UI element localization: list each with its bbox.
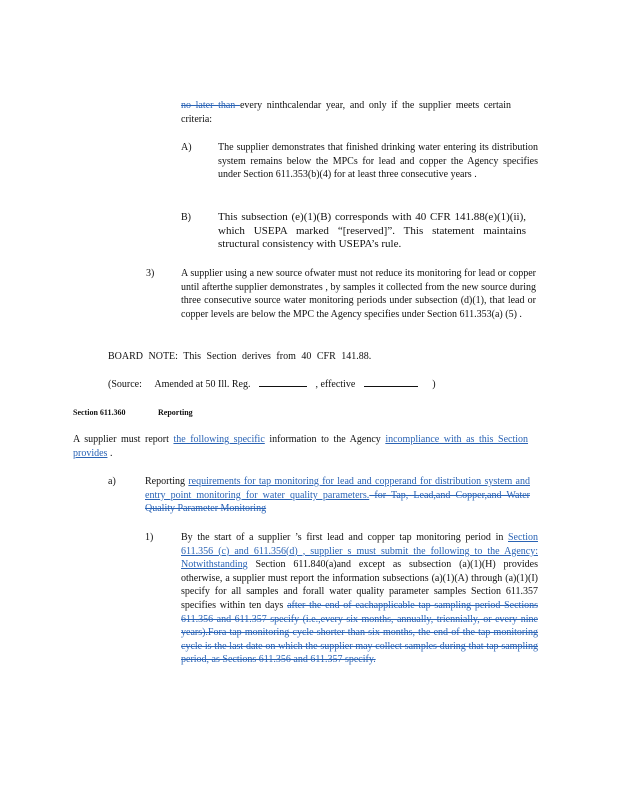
reg-blank [259, 377, 307, 387]
item-A-label: A) [181, 142, 192, 153]
inserted-text: Section 611.356 (c) and 611.356(d) , supplier s must submit the following to the Agency: [181, 532, 538, 557]
board-note: BOARD NOTE: This Section derives from 40 CFR 141.88. [108, 351, 372, 362]
item-a-label: a) [108, 476, 116, 487]
source-amended: Amended at 50 Ill. Reg. [154, 379, 251, 390]
section-title: Reporting [158, 408, 193, 417]
deleted-text: after the end of eachapplicable tap sampling period Sections 611.356 and 611.357 specify (i.e.,every six months, annually, triennially, or every nine years).Fora tap monitoring cycle shorter than six months, the end of the tap monitoring cycle is the last date on which the supplier may collect samples during that tap sampling period, as Sections 611.356 and 611.357 specify. [181, 599, 538, 666]
inserted-text: incompliance with as this Section provides [73, 434, 529, 459]
item-A-text: The supplier demonstrates that finished drinking water entering its distribution system remains below the MPCs for lead and copper the Agency specifies under Section 611.353(b)(4) for at least three consecutive years . [218, 142, 538, 181]
source-line [108, 377, 548, 392]
paragraph-text: Reporting [145, 476, 189, 487]
deleted-text: for Tap, Lead,and Copper,and Water Quality Parameter Monitoring [145, 489, 530, 515]
source-effective: , effective [315, 379, 356, 390]
item-3-label: 3) [146, 268, 155, 279]
inserted-text: Notwithstanding [181, 559, 248, 571]
paragraph-text: Section 611.840(a)and except as subsection (a)(1)(H) provides otherwise, a supplier must report the information subsections (a)(1)(A) through (a)(1)(I) specify for all samples and forall water quality parameter samples Section 611.357 specifies within ten days [181, 559, 538, 611]
item-1-text [181, 531, 538, 667]
paragraph-text: By the start of a supplier ’s first lead and copper tap monitoring period in [181, 532, 508, 543]
intro-paragraph [73, 433, 528, 460]
item-B-label: B) [181, 212, 191, 223]
paragraph-text: . [107, 447, 113, 459]
item-B-text: This subsection (e)(1)(B) corresponds with 40 CFR 141.88(e)(1)(ii), which USEPA marked “[reserved]”. This statement maintains structural consistency with USEPA’s rule. [218, 211, 526, 251]
inserted-text: requirements for tap monitoring for lead and copperand for distribution system and entry point monitoring for water quality parameters. [145, 476, 530, 501]
intro-criteria-paragraph [181, 99, 511, 126]
source-close: ) [432, 379, 436, 390]
effective-blank [364, 377, 418, 387]
deleted-text: no later than [181, 100, 240, 111]
source-prefix: (Source: [108, 379, 142, 390]
paragraph-text: every ninthcalendar year, and only if the supplier meets certain criteria: [181, 100, 512, 125]
item-3-text: A supplier using a new source ofwater must not reduce its monitoring for lead or copper until afterthe supplier demonstrates , by samples it collected from the new source during three consecutive source water monitoring periods under subsection (d)(1), that lead or copper levels are below the MPC the Agency specifies under Section 611.353(a) (5) . [181, 268, 536, 320]
item-a-text [145, 475, 530, 516]
paragraph-text: A supplier must report [73, 434, 174, 445]
section-number: Section 611.360 [73, 408, 126, 417]
paragraph-text: information to the Agency [264, 434, 386, 445]
item-1-label: 1) [145, 532, 154, 543]
inserted-text: the following specific [173, 434, 265, 445]
